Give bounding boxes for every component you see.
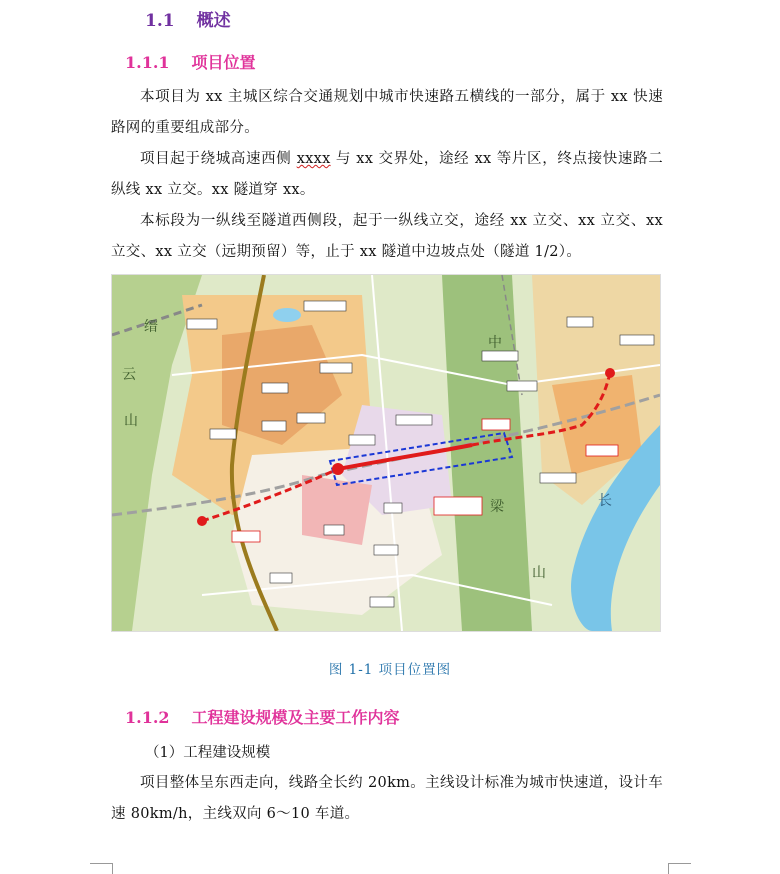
route-end-point bbox=[605, 368, 615, 378]
section-number: 1.1 bbox=[145, 11, 175, 31]
map-text-mountain-4: 中 bbox=[488, 335, 502, 351]
page-corner-mark-left bbox=[90, 863, 113, 874]
route-start-point bbox=[197, 516, 207, 526]
subsection-number: 1.1.2 bbox=[125, 708, 170, 727]
subsection-heading-scale bbox=[125, 705, 400, 728]
lake bbox=[273, 308, 301, 322]
section-title: 概述 bbox=[196, 11, 231, 31]
section-start-point bbox=[332, 463, 344, 475]
location-map-figure bbox=[111, 274, 661, 632]
paragraph-1: 本项目为 xx 主城区综合交通规划中城市快速路五横线的一部分，属于 xx 快速路网的重要组成部分。 bbox=[111, 89, 663, 136]
subsection-title: 工程建设规模及主要工作内容 bbox=[191, 708, 400, 727]
map-text-mountain-3: 山 bbox=[124, 413, 138, 429]
subsection-heading-location bbox=[125, 50, 256, 73]
figure-caption: 图 1-1 项目位置图 bbox=[328, 662, 452, 678]
paragraph-2 bbox=[111, 144, 663, 206]
spellcheck-underlined-text: xxxx bbox=[296, 151, 331, 167]
paragraph-2-part-2: 与 xx 交界处，途经 xx 等片区，终点接快速路二纵线 xx 立交。xx 隧道穿 xx。 bbox=[111, 151, 663, 198]
page-corner-mark-right bbox=[668, 863, 691, 874]
subsection-number: 1.1.1 bbox=[125, 53, 170, 72]
section-heading bbox=[145, 6, 231, 31]
list-item-heading: （1）工程建设规模 bbox=[145, 745, 271, 761]
map-text-mountain-1: 缙 bbox=[144, 319, 158, 335]
subsection-title: 项目位置 bbox=[191, 53, 256, 72]
map-text-mountain-2: 云 bbox=[122, 367, 136, 383]
paragraph-2-part-1: 项目起于绕城高速西侧 bbox=[140, 151, 297, 167]
location-map bbox=[112, 275, 660, 631]
map-text-mountain-5: 梁 bbox=[490, 499, 504, 515]
paragraph-4: 项目整体呈东西走向，线路全长约 20km。主线设计标准为城市快速道，设计车速 80km/h，主线双向 6～10 车道。 bbox=[111, 775, 663, 822]
map-text-mountain-6: 山 bbox=[532, 565, 546, 581]
map-text-river: 长 bbox=[598, 493, 612, 509]
paragraph-3: 本标段为一纵线至隧道西侧段，起于一纵线立交，途经 xx 立交、xx 立交、xx 立交、xx 立交（远期预留）等，止于 xx 隧道中边坡点处（隧道 1/2）。 bbox=[111, 213, 663, 260]
